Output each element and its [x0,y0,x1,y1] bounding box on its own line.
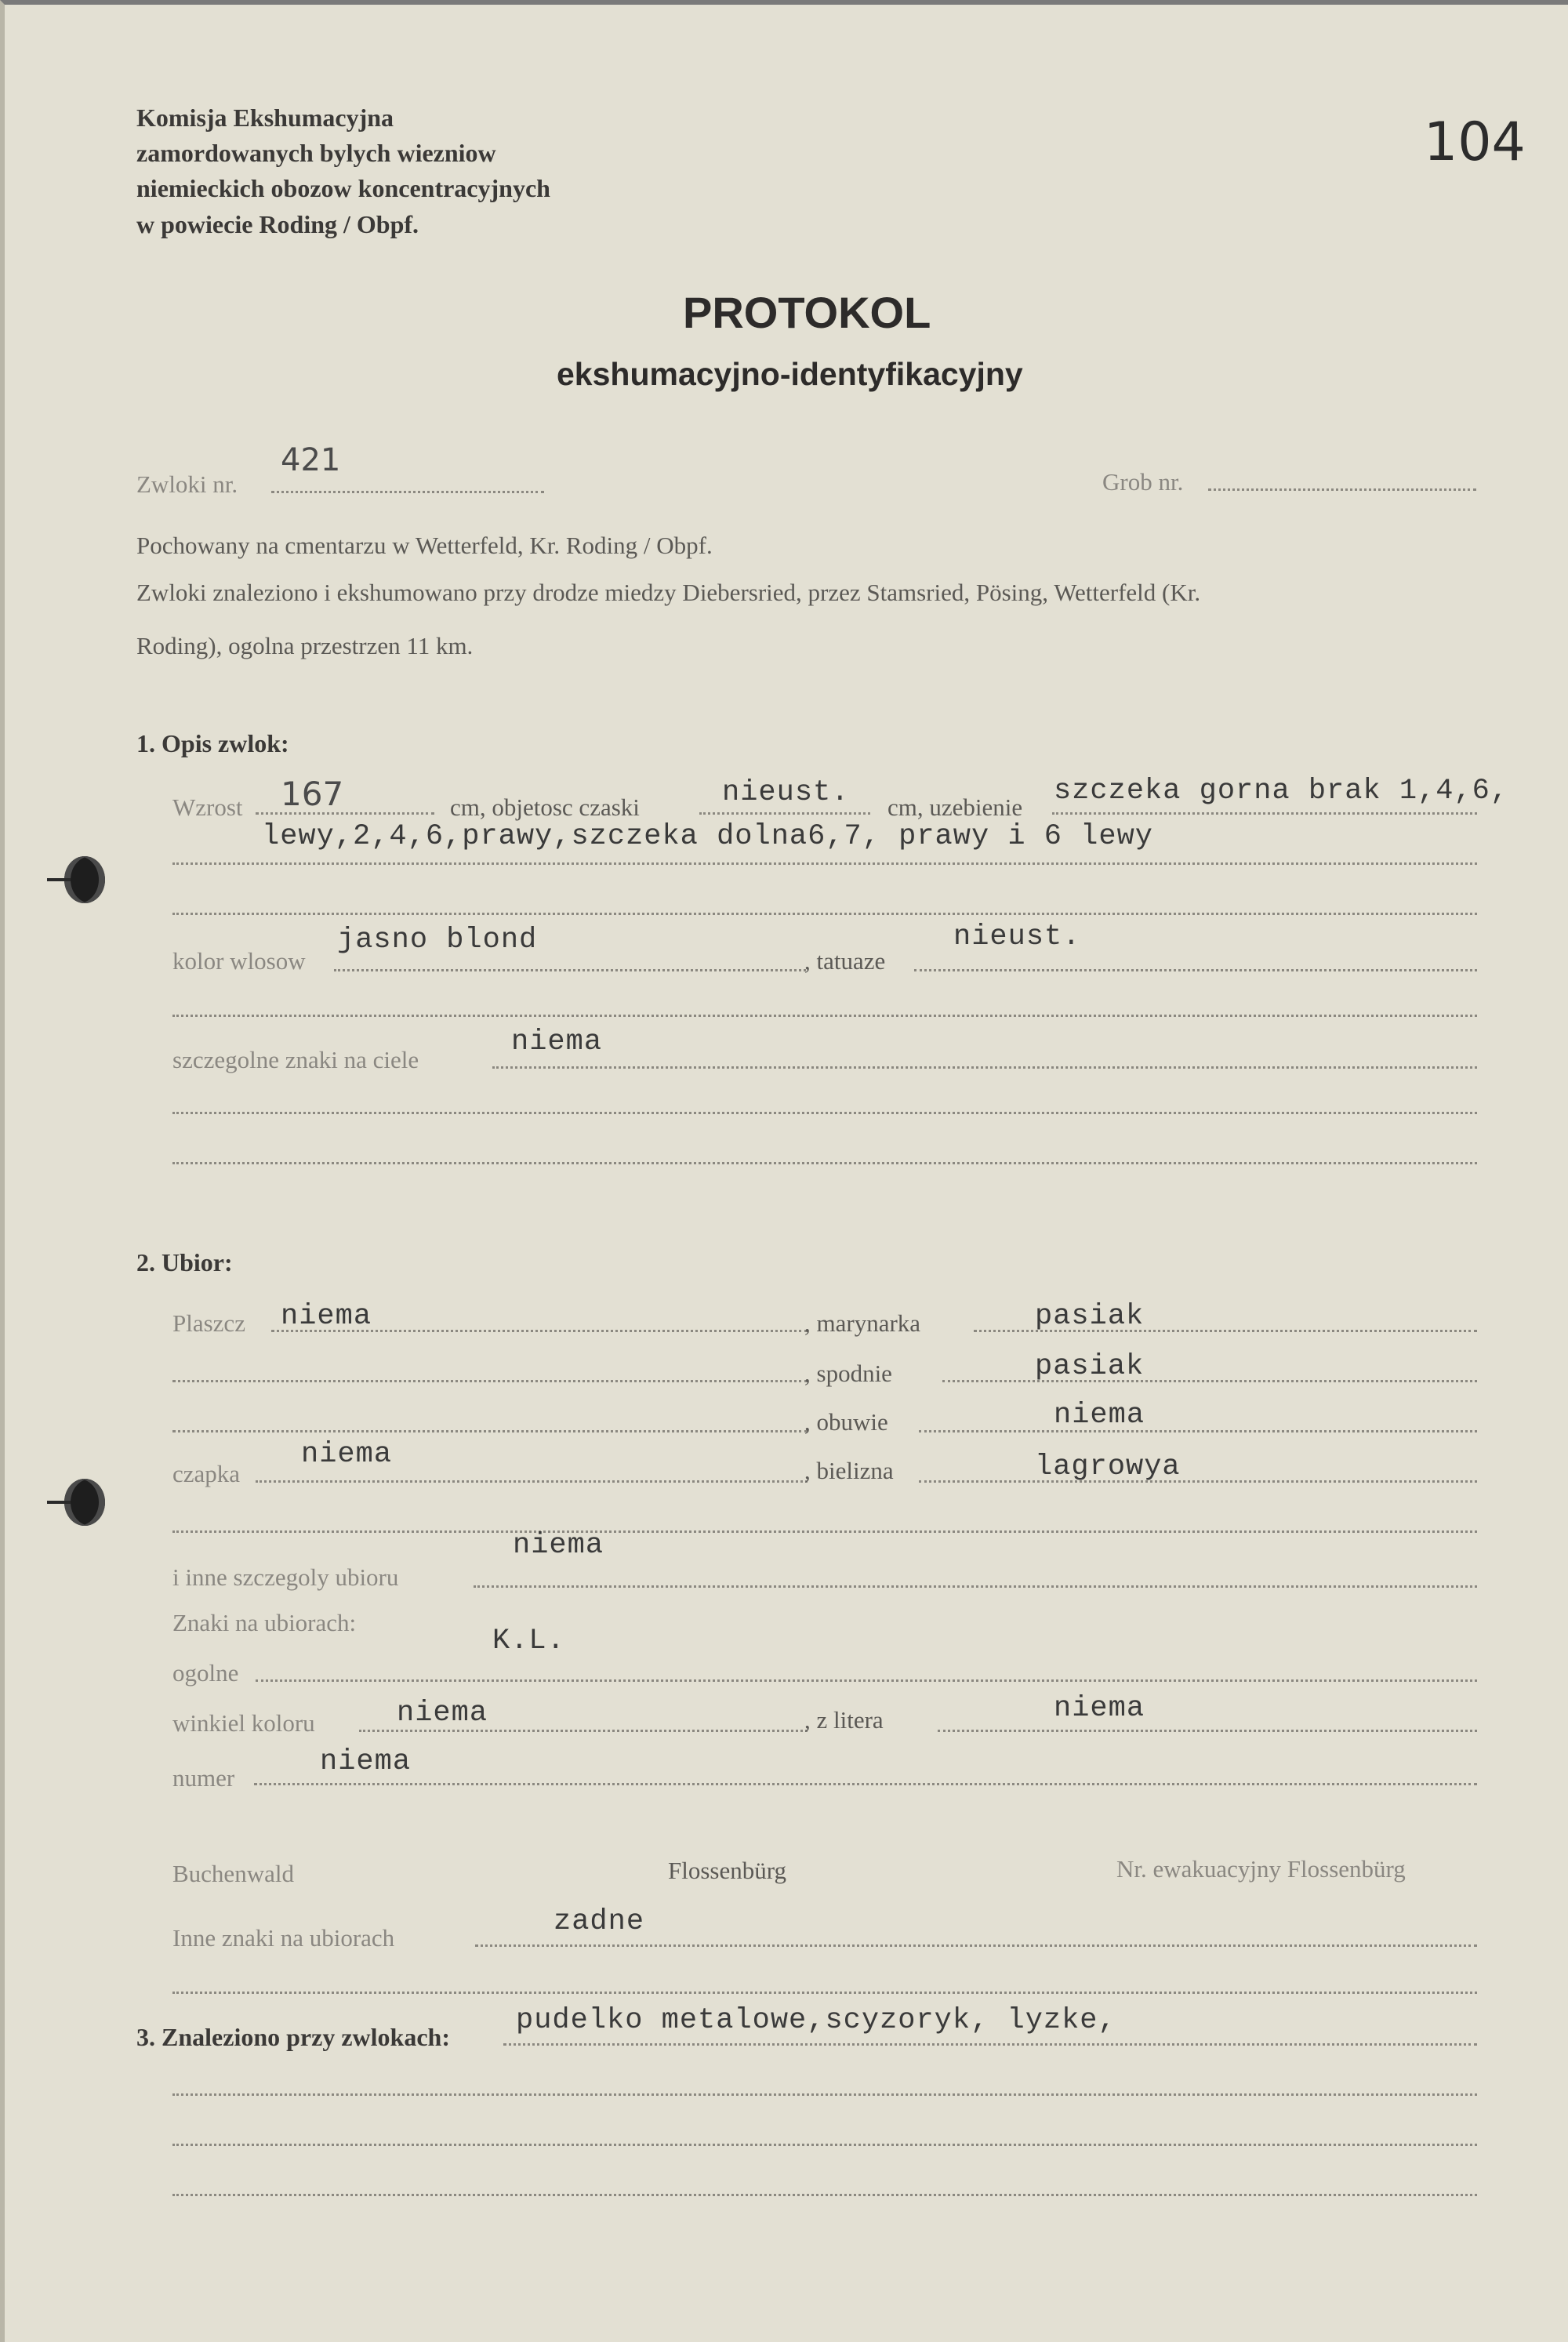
bielizna-label: , bielizna [804,1457,894,1484]
inne-szczegoly-line [474,1585,1477,1588]
inne-znaki-value: zadne [554,1905,645,1938]
section3-value: pudelko metalowe,scyzoryk, lyzke, [516,2004,1116,2037]
winkiel-label: winkiel koloru [172,1709,315,1737]
inne-znaki-label: Inne znaki na ubiorach [172,1924,395,1952]
numer-value: niema [320,1745,412,1778]
zwloki-line [271,491,544,493]
marynarka-label: , marynarka [804,1309,921,1337]
uzebienie-label: cm, uzebienie [887,793,1023,821]
obuwie-left-line [172,1430,808,1432]
ewakuacyjny-label: Nr. ewakuacyjny Flossenbürg [1116,1855,1406,1883]
numer-label: numer [172,1764,235,1792]
buchenwald-label: Buchenwald [172,1860,294,1887]
kolor-extra-line [172,1015,1477,1017]
czaszka-line [699,812,870,815]
flossenburg-label: Flossenbürg [668,1857,787,1884]
czaszka-label: cm, objetosc czaski [450,793,640,821]
org-line-2: zamordowanych bylych wiezniow [136,139,496,167]
plaszcz-value: niema [281,1300,372,1333]
ogolne-label: ogolne [172,1659,239,1687]
czapka-value: niema [301,1438,393,1471]
wzrost-value: 167 [281,775,344,813]
grob-label: Grob nr. [1102,468,1184,496]
tatuaze-value: nieust. [953,920,1081,953]
znaki-extra-line-2 [172,1162,1477,1164]
cemetery-line: Pochowany na cmentarzu w Wetterfeld, Kr. Roding / Obpf. [136,532,713,559]
page-subtitle: ekshumacyjno-identyfikacyjny [557,356,1023,392]
org-line-4: w powiecie Roding / Obpf. [136,210,419,238]
tatuaze-line [914,969,1477,971]
numer-line [254,1783,1477,1785]
litera-line [938,1730,1477,1732]
grob-line [1208,488,1476,491]
punch-hole-bottom [64,1479,105,1526]
wzrost-line [256,812,434,815]
uzebienie-line-2 [172,862,1477,865]
inne-szczegoly-value: niema [513,1529,604,1562]
found-line: Zwloki znaleziono i ekshumowano przy drodze miedzy Diebersried, przez Stamsried, Pösing, Wetterfeld (Kr. [136,579,1201,606]
inne-znaki-extra-line [172,1992,1477,1994]
spodnie-label: , spodnie [804,1360,892,1387]
plaszcz-line [271,1330,808,1332]
winkiel-value: niema [397,1697,488,1730]
org-line-3: niemieckich obozow koncentracyjnych [136,174,550,202]
marynarka-line [974,1330,1477,1332]
org-line-1: Komisja Ekshumacyjna [136,103,394,132]
obuwie-label: , obuwie [804,1408,888,1436]
section3-extra-line-1 [172,2093,1477,2096]
czapka-label: czapka [172,1460,241,1487]
czapka-line [256,1480,808,1483]
wzrost-label: Wzrost [172,793,243,821]
section3-extra-line-3 [172,2194,1477,2196]
obuwie-value: niema [1054,1399,1145,1432]
litera-value: niema [1054,1692,1145,1725]
kolor-label: kolor wlosow [172,947,306,975]
section3-heading: 3. Znaleziono przy zwlokach: [136,2023,450,2051]
litera-label: , z litera [804,1706,884,1734]
distance-line: Roding), ogolna przestrzen 11 km. [136,632,474,659]
section3-extra-line-2 [172,2144,1477,2146]
ogolne-value: K.L. [492,1625,565,1658]
section2-heading: 2. Ubior: [136,1248,233,1276]
znaki-cialo-line [492,1066,1477,1069]
spodnie-line [942,1380,1477,1382]
inne-szczegoly-label: i inne szczegoly ubioru [172,1563,399,1591]
uzebienie-value-1: szczeka gorna brak 1,4,6, [1054,775,1509,808]
znaki-extra-line-1 [172,1112,1477,1114]
page-number: 104 [1424,111,1526,173]
obuwie-line [919,1430,1477,1432]
inne-znaki-line [475,1944,1477,1947]
uzebienie-line-3 [172,913,1477,915]
uzebienie-value-2: lewy,2,4,6,prawy,szczeka dolna6,7, prawy i 6 lewy [262,820,1153,853]
tatuaze-label: , tatuaze [804,947,886,975]
kolor-line [334,969,806,971]
kolor-value: jasno blond [337,924,538,957]
zwloki-label: Zwloki nr. [136,470,238,498]
spodnie-left-line [172,1380,808,1382]
czaszka-value: nieust. [722,776,850,809]
section1-heading: 1. Opis zwlok: [136,729,289,757]
section3-line [503,2043,1477,2046]
winkiel-line [359,1730,808,1732]
spodnie-value: pasiak [1035,1350,1145,1383]
punch-hole-top [64,856,105,903]
uzebienie-line [1052,812,1477,815]
bielizna-line [919,1480,1477,1483]
plaszcz-label: Plaszcz [172,1309,245,1337]
bielizna-value: lagrowya [1035,1451,1181,1483]
page-title: PROTOKOL [683,288,931,337]
zwloki-value: 421 [281,442,341,478]
ogolne-line [256,1679,1477,1682]
czapka-extra-line [172,1530,1477,1533]
znaki-cialo-label: szczegolne znaki na ciele [172,1046,419,1073]
znaki-ubiory-label: Znaki na ubiorach: [172,1609,357,1636]
marynarka-value: pasiak [1035,1300,1145,1333]
znaki-cialo-value: niema [511,1026,603,1058]
